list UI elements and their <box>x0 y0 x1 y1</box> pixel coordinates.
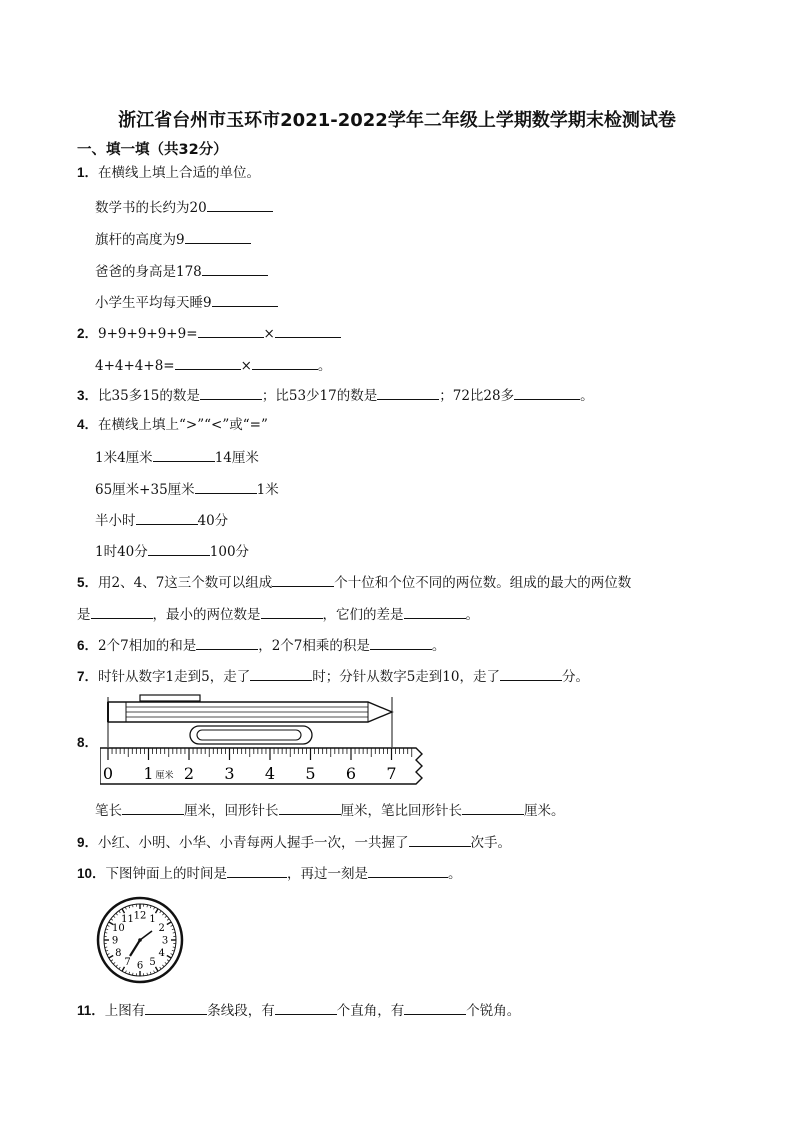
q3-text: 比35多15的数是 <box>98 388 200 404</box>
answer-blank[interactable] <box>279 800 341 815</box>
question-number: 4． <box>77 417 99 432</box>
q3-text: ；72比28多 <box>439 388 515 404</box>
compare-left: 1时40分 <box>95 544 148 560</box>
answer-blank[interactable] <box>261 604 323 619</box>
q1-item <box>95 261 268 281</box>
compare-right: 40分 <box>197 513 229 529</box>
clock-number: 3 <box>161 935 169 947</box>
question-number: 1． <box>77 165 99 180</box>
question-number: 7． <box>77 669 99 684</box>
question-8 <box>77 734 98 752</box>
q10-text: ，再过一刻是 <box>287 866 369 882</box>
punctuation: 。 <box>580 388 594 404</box>
punctuation: 。 <box>448 866 462 882</box>
q11-text: 个锐角。 <box>466 1003 521 1019</box>
q1-item-text: 小学生平均每天睡9 <box>95 295 212 311</box>
clock-number: 8 <box>115 948 122 959</box>
question-6 <box>77 635 445 655</box>
ruler-tick-label: 2 <box>183 764 195 783</box>
q11-text: 上图有 <box>104 1003 146 1019</box>
question-3 <box>77 385 594 405</box>
ruler-tick-label: 3 <box>224 764 235 783</box>
answer-blank[interactable] <box>272 572 334 587</box>
answer-blank[interactable] <box>122 800 184 815</box>
clock-number: 4 <box>158 948 165 959</box>
q11-text: 个直角，有 <box>336 1003 405 1019</box>
question-number: 6． <box>77 638 99 653</box>
ruler <box>100 748 422 784</box>
pen-ruler-figure <box>100 692 430 790</box>
compare-right: 14厘米 <box>214 450 259 466</box>
punctuation: 。 <box>431 638 446 654</box>
q1-item <box>95 197 273 217</box>
question-10 <box>77 863 462 883</box>
q4-item <box>95 479 279 499</box>
q5-text: 用2、4、7这三个数可以组成 <box>98 575 273 591</box>
clock-center <box>138 938 142 942</box>
q4-item <box>95 447 259 467</box>
question-stem: 在横线上填上“>”“<”或“=” <box>98 417 268 433</box>
times-sign: × <box>240 358 252 374</box>
question-7 <box>77 666 589 686</box>
question-number: 3． <box>77 388 99 403</box>
clock-number: 12 <box>133 910 147 922</box>
question-4 <box>77 416 268 434</box>
q8-text: 笔长 <box>95 803 122 819</box>
q7-text: 时；分针从数字5走到10，走了 <box>312 669 500 685</box>
question-5 <box>77 572 631 592</box>
times-sign: × <box>263 326 275 342</box>
answer-blank[interactable] <box>377 385 439 400</box>
answer-blank[interactable] <box>175 355 241 370</box>
question-number: 2． <box>77 326 99 341</box>
question-number: 11． <box>77 1003 105 1018</box>
question-5-line2 <box>77 604 479 624</box>
page-title: 浙江省台州市玉环市2021-2022学年二年级上学期数学期末检测试卷 <box>118 110 676 131</box>
answer-blank[interactable] <box>136 510 198 525</box>
punctuation: 。 <box>465 607 479 623</box>
answer-blank[interactable] <box>514 385 580 400</box>
q7-text: 时针从数字1走到5，走了 <box>98 669 251 685</box>
q3-text: ；比53少17的数是 <box>261 388 378 404</box>
ruler-tick-label: 5 <box>305 764 316 783</box>
question-number: 5． <box>77 575 99 590</box>
q4-item <box>95 510 228 530</box>
answer-blank[interactable] <box>368 863 448 878</box>
answer-blank[interactable] <box>404 1000 466 1015</box>
clock-number: 11 <box>121 913 134 925</box>
answer-blank[interactable] <box>227 863 287 878</box>
answer-blank[interactable] <box>198 323 264 338</box>
answer-blank[interactable] <box>200 385 262 400</box>
question-1 <box>77 164 260 182</box>
q2-expression: 4+4+4+8= <box>95 358 175 374</box>
question-2-line2 <box>95 355 331 375</box>
answer-blank[interactable] <box>404 604 466 619</box>
clock-number: 5 <box>149 957 156 969</box>
compare-left: 1米4厘米 <box>95 450 153 466</box>
q11-text: 条线段，有 <box>207 1003 275 1019</box>
clock-number: 10 <box>111 923 125 934</box>
answer-blank[interactable] <box>212 292 278 307</box>
q5-text: ，它们的差是 <box>322 607 404 623</box>
clock-number: 9 <box>111 935 119 947</box>
section-heading: 一、填一填（共32分） <box>77 142 228 158</box>
question-number: 10． <box>77 866 106 881</box>
answer-blank[interactable] <box>148 541 210 556</box>
q8-text: 厘米。 <box>524 803 565 819</box>
answer-blank[interactable] <box>145 1000 207 1015</box>
compare-left: 65厘米+35厘米 <box>95 482 195 498</box>
q5-text: ，最小的两位数是 <box>152 607 261 623</box>
question-11 <box>77 1000 520 1020</box>
question-number: 8． <box>77 735 99 750</box>
answer-blank[interactable] <box>250 666 312 681</box>
q1-item-text: 旗杆的高度为9 <box>95 232 185 248</box>
question-stem: 在横线上填上合适的单位。 <box>98 165 261 181</box>
ruler-tick-label: 7 <box>386 764 397 783</box>
punctuation: 分。 <box>561 669 589 685</box>
ruler-unit-label: 厘米 <box>155 771 174 781</box>
ruler-tick-label: 0 <box>102 764 114 783</box>
answer-blank[interactable] <box>409 832 471 847</box>
q9-text: 次手。 <box>470 835 512 851</box>
ruler-tick-label: 6 <box>345 764 357 783</box>
pen <box>108 702 392 722</box>
q8-text: 厘米，笔比回形针长 <box>340 803 462 819</box>
answer-blank[interactable] <box>195 479 257 494</box>
q1-item-text: 数学书的长约为20 <box>95 200 207 216</box>
clock-number: 1 <box>149 913 156 925</box>
ruler-tick-label: 1 <box>143 764 154 783</box>
question-2 <box>77 323 341 343</box>
compare-right: 100分 <box>209 544 250 560</box>
compare-left: 半小时 <box>95 513 136 529</box>
answer-blank[interactable] <box>202 261 268 276</box>
ruler-tick-label: 4 <box>264 764 276 783</box>
q4-item <box>95 541 249 561</box>
q9-text: 小红、小明、小华、小青每两人握手一次，一共握了 <box>98 835 409 851</box>
q5-text: 是 <box>77 607 91 623</box>
answer-blank[interactable] <box>196 635 258 650</box>
clock-number: 7 <box>124 957 131 969</box>
answer-blank[interactable] <box>275 323 341 338</box>
paper-clip <box>190 726 312 744</box>
answer-blank[interactable] <box>462 800 524 815</box>
q1-item <box>95 229 251 249</box>
q1-item <box>95 292 278 312</box>
answer-blank[interactable] <box>91 604 153 619</box>
answer-blank[interactable] <box>153 447 215 462</box>
q6-text: 2个7相加的和是 <box>98 638 197 654</box>
clock-number: 2 <box>158 923 165 934</box>
q8-text: 厘米，回形针长 <box>184 803 279 819</box>
answer-blank[interactable] <box>275 1000 337 1015</box>
answer-blank[interactable] <box>185 229 251 244</box>
answer-blank[interactable] <box>207 197 273 212</box>
answer-blank[interactable] <box>252 355 318 370</box>
q6-text: ，2个7相乘的积是 <box>258 638 370 654</box>
answer-blank[interactable] <box>500 666 562 681</box>
compare-right: 1米 <box>256 482 279 498</box>
question-8-answer <box>95 800 565 820</box>
q5-text: 个十位和个位不同的两位数。组成的最大的两位数 <box>334 575 632 591</box>
q1-item-text: 爸爸的身高是178 <box>95 264 202 280</box>
pen-clip <box>140 695 200 701</box>
answer-blank[interactable] <box>370 635 432 650</box>
q10-text: 下图钟面上的时间是 <box>105 866 228 882</box>
question-number: 9． <box>77 835 99 850</box>
clock-figure <box>96 896 184 984</box>
punctuation: 。 <box>317 358 332 374</box>
q2-expression: 9+9+9+9+9= <box>98 326 198 342</box>
question-9 <box>77 832 511 852</box>
clock-number: 6 <box>136 960 144 972</box>
